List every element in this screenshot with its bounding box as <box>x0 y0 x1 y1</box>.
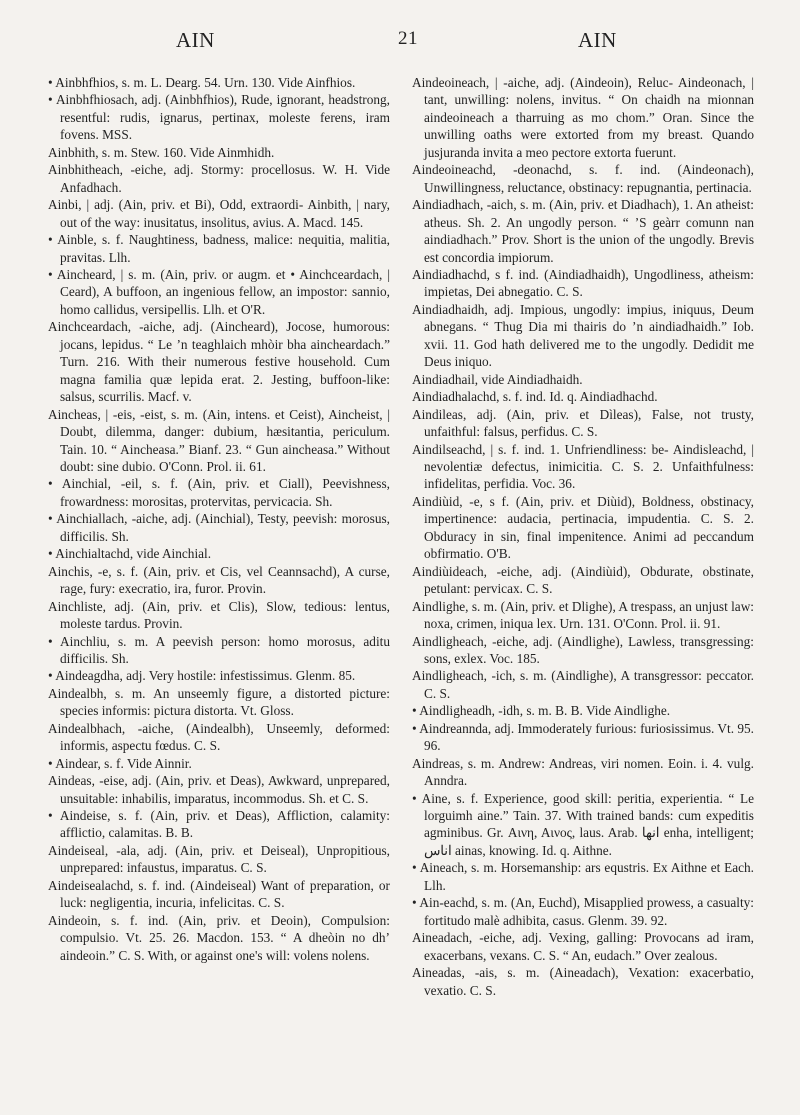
dictionary-entry: • Ainchiallach, -aiche, adj. (Ainchial), Testy, peevish: morosus, difficilis. Sh. <box>48 511 390 544</box>
right-column <box>412 74 754 999</box>
dictionary-entry: Aindilseachd, | s. f. ind. 1. Unfriendliness: be- Aindisleachd, | nevolentiæ defectus, inimicitia. C. S. 2. Unfaithfulness: infidelitas, perfidia. Voc. 36. <box>412 441 754 492</box>
dictionary-entry: Aindiùideach, -eiche, adj. (Aindiùid), Obdurate, obstinate, petulant: pervicax. C. S. <box>412 563 754 597</box>
dictionary-entry: Ainchis, -e, s. f. (Ain, priv. et Cis, vel Ceannsachd), A curse, rage, fury: execratio, ira, furor. Provin. <box>48 563 390 597</box>
dictionary-entry: Ainbhith, s. m. Stew. 160. Vide Ainmhidh. <box>48 144 275 160</box>
dictionary-entry: Aindeoineach, | -aiche, adj. (Aindeoin), Reluc- Aindeonach, | tant, unwilling: nolens, invitus. “ On chaidh na mionnan aindeoineach a tharruing as mo chom.” Oran. Since the unwilling oaths were extorted from my breast. Quando jusjuranda invita a meo pectore extorta fuerunt. <box>412 75 754 160</box>
dictionary-entry: Aineadas, -ais, s. m. (Aineadach), Vexation: exacerbatio, vexatio. C. S. <box>412 965 754 998</box>
dictionary-entry: Aindeisealachd, s. f. ind. (Aindeiseal) Want of preparation, or luck: negligentia, incuria, infelicitas. C. S. <box>48 877 390 911</box>
dictionary-entry: • Ainble, s. f. Naughtiness, badness, malice: nequitia, malitia, pravitas. Llh. <box>48 232 390 265</box>
dictionary-entry: Aindligheach, -eiche, adj. (Aindlighe), Lawless, transgressing: sons, exlex. Voc. 185. <box>412 633 754 666</box>
dictionary-entry: • Ainchial, -eil, s. f. (Ain, priv. et Ciall), Peevishness, frowardness: morositas, protervitas, pervicacia. Sh. <box>48 476 390 509</box>
dictionary-entry: Aincheas, | -eis, -eist, s. m. (Ain, intens. et Ceist), Aincheist, | Doubt, dilemma, danger: dubium, hæsitantia, periculum. Tain. 10. “ Aincheasa.” Bianf. 23. “ Gun aincheasa.” Without doubt: sine dubio. O'Conn. Prol. ii. 61. <box>48 406 390 474</box>
dictionary-entry: • Aine, s. f. Experience, good skill: peritia, experientia. “ Le lorguimh aine.” Tain. 37. With trained bands: cum expeditis agminibus. Gr. Αινη, Αινος, laus. Arab. انها enha, intelligent; اناس ainas, knowing. Id. q. Aithne. <box>412 790 755 858</box>
dictionary-entry: Aindealbhach, -aiche, (Aindealbh), Unseemly, deformed: informis, aspectu fœdus. C. S. <box>48 720 390 754</box>
dictionary-entry: Aindlighe, s. m. (Ain, priv. et Dlighe), A trespass, an unjust law: noxa, crimen, iniqua lex. Urn. 131. O'Conn. Prol. ii. 91. <box>412 598 754 632</box>
dictionary-entry: • Aindeagdha, adj. Very hostile: infestissimus. Glenm. 85. <box>48 668 356 684</box>
dictionary-entry: • Ainchialtachd, vide Ainchial. <box>48 546 212 562</box>
dictionary-entry: Ainchliste, adj. (Ain, priv. et Clis), Slow, tedious: lentus, moleste tardus. Provin. <box>48 598 390 632</box>
dictionary-entry: Aindeoin, s. f. ind. (Ain, priv. et Deoin), Compulsion: compulsio. Vt. 25. 26. Macdon. 153. “ A dheòin no dh’ aindeoin.” C. S. With, or against one's will: volens nolens. <box>48 912 390 963</box>
dictionary-entry: Aindiadhach, -aich, s. m. (Ain, priv. et Diadhach), 1. An atheist: atheus. Sh. 2. An ungodly person. “ ’S geàrr comunn nan aindiadhach.” Prov. Short is the union of the ungodly. Brevis est concordia impiorum. <box>412 197 754 265</box>
dictionary-entry: Aindiadhalachd, s. f. ind. Id. q. Aindiadhachd. <box>412 389 658 405</box>
dictionary-entry: • Aineach, s. m. Horsemanship: ars equstris. Ex Aithne et Each. Llh. <box>412 860 754 893</box>
dictionary-entry: • Aindligheadh, -idh, s. m. B. B. Vide Aindlighe. <box>412 703 671 719</box>
dictionary-entry: Aindreas, s. m. Andrew: Andreas, viri nomen. Eoin. i. 4. vulg. Anndra. <box>412 755 754 789</box>
dictionary-entry: Aindeas, -eise, adj. (Ain, priv. et Deas), Awkward, unprepared, unsuitable: inhabilis, imparatus, incommodus. Sh. et C. S. <box>48 773 390 806</box>
dictionary-entry: Aindiadhachd, s f. ind. (Aindiadhaidh), Ungodliness, atheism: impietas, Dei abnegatio. C. S. <box>412 266 754 300</box>
dictionary-entry: Ainbi, | adj. (Ain, priv. et Bi), Odd, extraordi- Ainbith, | nary, out of the way: inusitatus, insolitus, avius. A. Macd. 145. <box>48 197 390 230</box>
header-right-word: AIN <box>578 28 617 52</box>
dictionary-entry: Aindiùid, -e, s f. (Ain, priv. et Diùid), Boldness, obstinacy, impertinence: audacia, pertinacia, impudentia. C. S. 2. Obduracy in sin, final impenitence. Animi ad peccandum obfirmatio. O'B. <box>412 493 754 562</box>
dictionary-entry: Aindeiseal, -ala, adj. (Ain, priv. et Deiseal), Unpropitious, unprepared: infaustus, imparatus. C. S. <box>48 842 390 876</box>
dictionary-entry: • Ainbhfhiosach, adj. (Ainbhfhios), Rude, ignorant, headstrong, resentful: rudis, ignarus, pertinax, moleste ferens, iram fovens. MSS. <box>48 92 390 143</box>
page-header <box>36 28 764 54</box>
dictionary-entry: Aindligheach, -ich, s. m. (Aindlighe), A transgressor: peccator. C. S. <box>412 668 754 701</box>
dictionary-entry: Aindiadhail, vide Aindiadhaidh. <box>412 371 583 387</box>
dictionary-entry: Aindileas, adj. (Ain, priv. et Dìleas), False, not trusty, unfaithful: falsus, perfidus. C. S. <box>412 406 754 440</box>
dictionary-entry: Ainbhitheach, -eiche, adj. Stormy: procellosus. W. H. Vide Anfadhach. <box>48 162 390 195</box>
header-left-word: AIN <box>176 28 215 52</box>
dictionary-entry: • Ainbhfhios, s. m. L. Dearg. 54. Urn. 130. Vide Ainfhios. <box>48 75 356 90</box>
left-column <box>48 74 390 964</box>
dictionary-entry: Aineadach, -eiche, adj. Vexing, galling: Provocans ad iram, exacerbans, vexans. C. S. “ An, eudach.” Over zealous. <box>412 930 754 963</box>
page-number: 21 <box>398 28 418 49</box>
dictionary-entry: • Ain-eachd, s. m. (An, Euchd), Misapplied prowess, a casualty: fortitudo malè adhibita, casus. Glenm. 39. 92. <box>412 895 754 928</box>
dictionary-entry: • Aindear, s. f. Vide Ainnir. <box>48 755 192 771</box>
dictionary-entry: • Aincheard, | s. m. (Ain, priv. or augm. et • Ainchceardach, | Ceard), A buffoon, an ingenious fellow, an impostor: sannio, homo callidus, versipellis. Llh. et O'R. <box>48 266 390 317</box>
dictionary-entry: Aindealbh, s. m. An unseemly figure, a distorted picture: species informis: pictura distorta. Vt. Gloss. <box>48 685 390 719</box>
dictionary-entry: Ainchceardach, -aiche, adj. (Aincheard), Jocose, humorous: jocans, lepidus. “ Le ’n teaghlaich mhòir bha aincheardach.” Turn. 216. With their numerous festive household. Cum magna familia quæ lepida erat. 2. Jesting, buffoon-like: salsus, scurrilis. Macf. v. <box>48 319 390 405</box>
dictionary-entry: • Aindeise, s. f. (Ain, priv. et Deas), Affliction, calamity: afflictio, calamitas. B. B. <box>48 808 390 841</box>
dictionary-entry: • Ainchliu, s. m. A peevish person: homo morosus, aditu difficilis. Sh. <box>48 633 390 666</box>
dictionary-entry: Aindiadhaidh, adj. Impious, ungodly: impius, iniquus, Deum abnegans. “ Thug Dia mi thairis do ’n aindiadhaidh.” Iob. xvii. 11. God hath delivered me to the ungodly. Dedidit me Deus iniquo. <box>412 301 754 370</box>
dictionary-entry: • Aindreannda, adj. Immoderately furious: furiosissimus. Vt. 95. 96. <box>412 720 754 754</box>
dictionary-entry: Aindeoineachd, -deonachd, s. f. ind. (Aindeonach), Unwillingness, reluctance, obstinacy: repugnantia, pertinacia. <box>412 162 754 195</box>
